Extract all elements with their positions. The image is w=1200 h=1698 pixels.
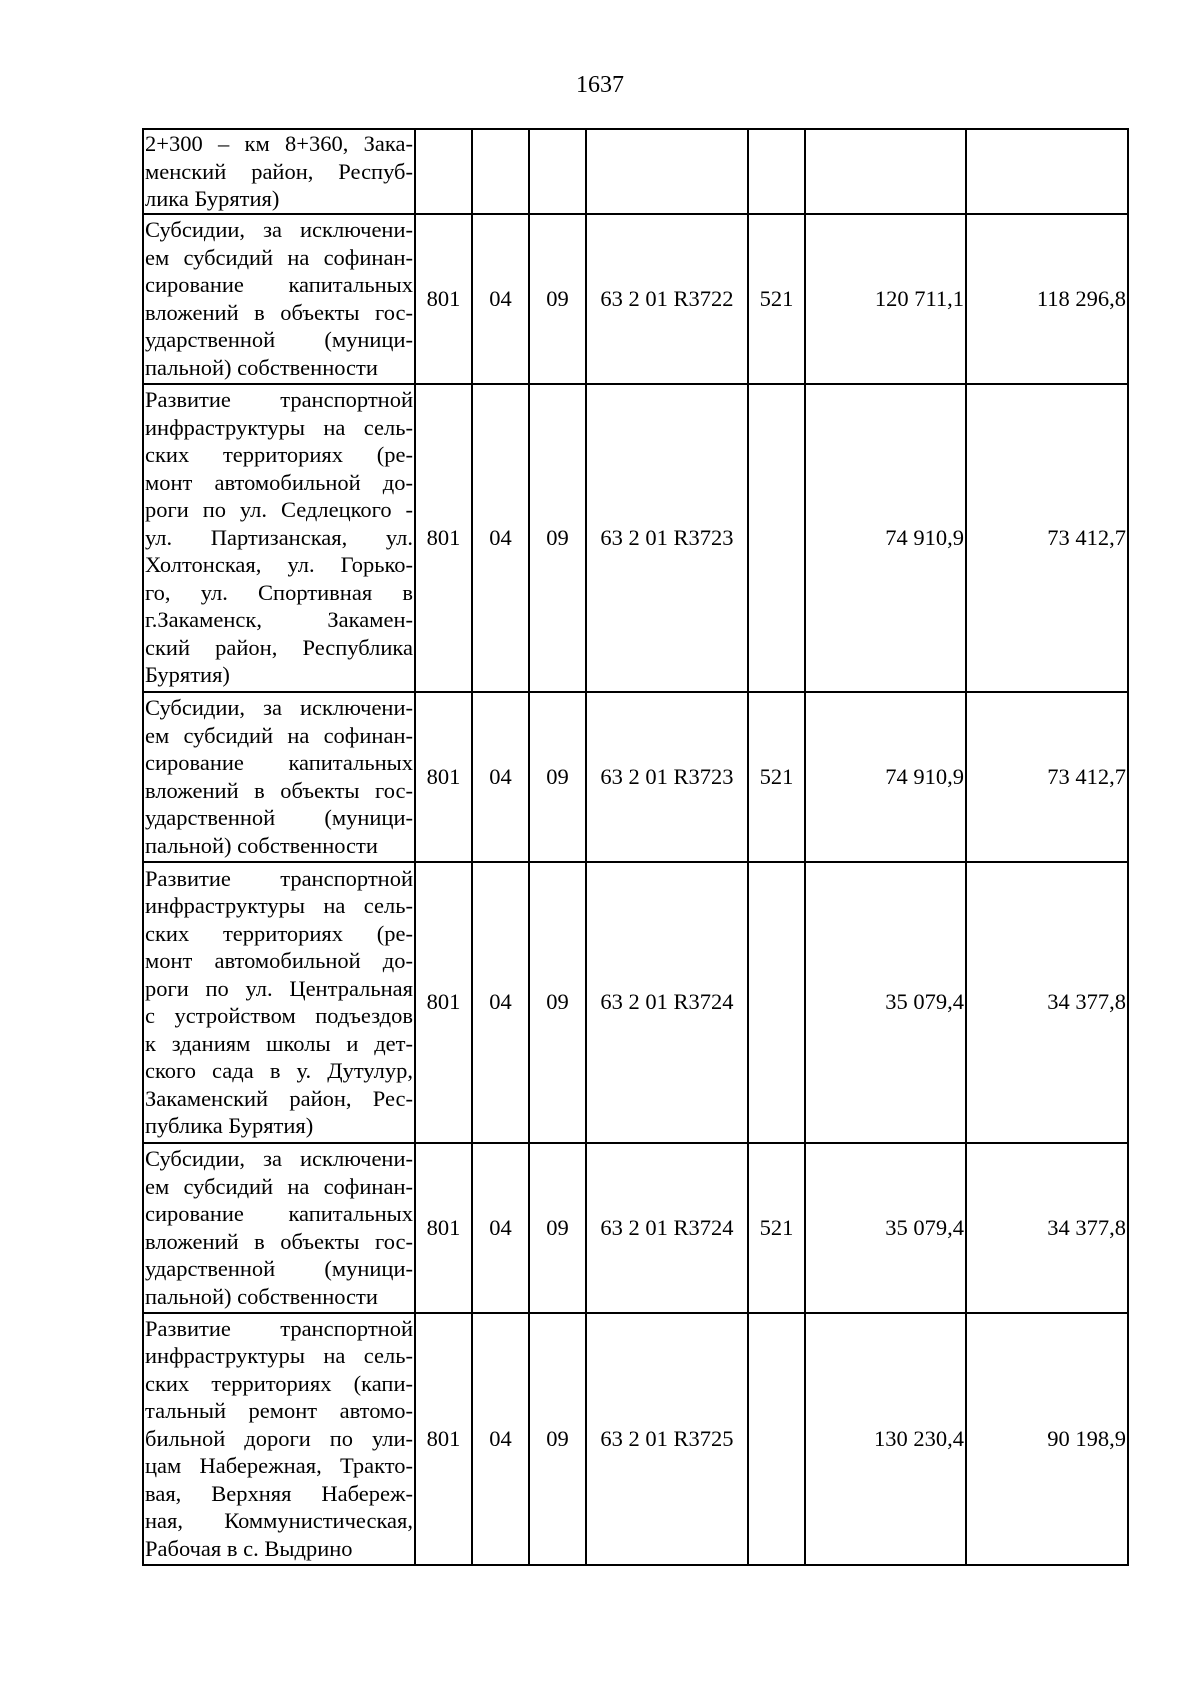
description-line: сирование капитальных (145, 750, 413, 775)
description-line: ул. Партизанская, ул. (145, 524, 413, 550)
description-line: пальной) собственности (145, 1283, 378, 1309)
cell-amount-2: 34 377,8 (966, 1143, 1128, 1313)
description-line: инфраструктуры на сель- (145, 1343, 413, 1369)
cell-admin-code: 801 (415, 692, 472, 862)
description-line: Холтонская, ул. Горько- (145, 552, 413, 578)
description-line: инфраструктуры на сель- (145, 893, 413, 918)
description-line: ударственной (муници- (145, 327, 413, 352)
table-row (143, 1313, 1128, 1565)
cell-subsection: 09 (529, 862, 586, 1143)
cell-amount-1: 120 711,1 (805, 214, 966, 384)
description-line: ских территориях (ре- (145, 920, 413, 946)
cell-admin-code: 801 (415, 214, 472, 384)
cell-subsection (529, 129, 586, 214)
cell-amount-1: 130 230,4 (805, 1313, 966, 1565)
description-line: цам Набережная, Тракто- (145, 1453, 413, 1479)
cell-admin-code: 801 (415, 384, 472, 692)
description-line: Развитие транспортной (145, 865, 413, 891)
cell-section: 04 (472, 1313, 529, 1565)
cell-section (472, 129, 529, 214)
cell-amount-1: 35 079,4 (805, 1143, 966, 1313)
description-line: ударственной (муници- (145, 1256, 413, 1281)
table-row (143, 1143, 1128, 1313)
description-line: публика Бурятия) (145, 1113, 314, 1138)
description-line: сирование капитальных (145, 272, 413, 297)
table-row (143, 129, 1128, 214)
cell-admin-code (415, 129, 472, 214)
description-line: г.Закаменск, Закамен- (145, 607, 413, 633)
description-line: пальной) собственности (145, 832, 378, 858)
table-row (143, 384, 1128, 692)
cell-admin-code: 801 (415, 1313, 472, 1565)
description-line: Рабочая в с. Выдрино (145, 1535, 353, 1561)
cell-expense-type (748, 862, 805, 1143)
page-number: 1637 (576, 72, 624, 98)
cell-expense-type (748, 129, 805, 214)
table-row (143, 214, 1128, 384)
description-line: ная, Коммунистическая, (145, 1508, 413, 1534)
cell-target-article: 63 2 01 R3722 (586, 214, 748, 384)
description-line: 2+300 – км 8+360, Зака- (145, 131, 413, 156)
description-line: ского сада в у. Дутулур, (145, 1058, 413, 1083)
cell-admin-code: 801 (415, 862, 472, 1143)
budget-table (142, 128, 1129, 1566)
cell-expense-type (748, 384, 805, 692)
description-line: тальный ремонт автомо- (145, 1398, 413, 1424)
description-line: Субсидии, за исключени- (145, 1146, 413, 1171)
cell-amount-2: 73 412,7 (966, 384, 1128, 692)
cell-description (143, 862, 415, 1143)
description-line: Развитие транспортной (145, 387, 413, 413)
cell-description (143, 129, 415, 214)
cell-amount-2 (966, 129, 1128, 214)
description-line: лика Бурятия) (145, 186, 280, 211)
cell-subsection: 09 (529, 692, 586, 862)
description-line: ем субсидий на софинан- (145, 1173, 413, 1199)
description-line: ем субсидий на софинан- (145, 244, 413, 270)
table-row (143, 862, 1128, 1143)
cell-description (143, 1143, 415, 1313)
cell-expense-type: 521 (748, 692, 805, 862)
description-line: ем субсидий на софинан- (145, 722, 413, 748)
cell-target-article: 63 2 01 R3724 (586, 862, 748, 1143)
description-line: роги по ул. Центральная (145, 975, 413, 1001)
cell-section: 04 (472, 862, 529, 1143)
description-line: вложений в объекты гос- (145, 777, 413, 803)
cell-amount-2: 73 412,7 (966, 692, 1128, 862)
cell-target-article: 63 2 01 R3723 (586, 384, 748, 692)
cell-target-article: 63 2 01 R3725 (586, 1313, 748, 1565)
cell-subsection: 09 (529, 384, 586, 692)
cell-amount-2: 34 377,8 (966, 862, 1128, 1143)
cell-subsection: 09 (529, 1143, 586, 1313)
description-line: менский район, Респуб- (145, 158, 413, 184)
description-line: сирование капитальных (145, 1201, 413, 1226)
description-line: ский район, Республика (145, 634, 413, 660)
description-line: Развитие транспортной (145, 1315, 413, 1341)
cell-section: 04 (472, 214, 529, 384)
cell-description (143, 214, 415, 384)
description-line: ских территориях (ре- (145, 442, 413, 468)
cell-amount-1: 35 079,4 (805, 862, 966, 1143)
cell-section: 04 (472, 1143, 529, 1313)
cell-description (143, 384, 415, 692)
description-line: Субсидии, за исключени- (145, 695, 413, 720)
cell-target-article: 63 2 01 R3723 (586, 692, 748, 862)
budget-table-body (143, 129, 1128, 1565)
description-line: инфраструктуры на сель- (145, 414, 413, 440)
description-line: монт автомобильной до- (145, 948, 413, 973)
cell-amount-1: 74 910,9 (805, 384, 966, 692)
cell-amount-2: 90 198,9 (966, 1313, 1128, 1565)
description-line: Бурятия) (145, 662, 230, 688)
table-row (143, 692, 1128, 862)
description-line: вая, Верхняя Набереж- (145, 1480, 413, 1506)
description-line: к зданиям школы и дет- (145, 1030, 413, 1056)
cell-expense-type (748, 1313, 805, 1565)
description-line: с устройством подъездов (145, 1003, 413, 1028)
cell-subsection: 09 (529, 214, 586, 384)
cell-amount-2: 118 296,8 (966, 214, 1128, 384)
description-line: го, ул. Спортивная в (145, 579, 413, 605)
cell-section: 04 (472, 692, 529, 862)
description-line: Субсидии, за исключени- (145, 217, 413, 242)
description-line: ударственной (муници- (145, 805, 413, 830)
description-line: вложений в объекты гос- (145, 1228, 413, 1254)
cell-description (143, 1313, 415, 1565)
description-line: вложений в объекты гос- (145, 299, 413, 325)
cell-subsection: 09 (529, 1313, 586, 1565)
description-line: роги по ул. Седлецкого - (145, 497, 413, 523)
cell-section: 04 (472, 384, 529, 692)
description-line: монт автомобильной до- (145, 469, 413, 495)
description-line: пальной) собственности (145, 354, 378, 380)
cell-target-article: 63 2 01 R3724 (586, 1143, 748, 1313)
cell-amount-1: 74 910,9 (805, 692, 966, 862)
description-line: бильной дороги по ули- (145, 1425, 413, 1451)
cell-expense-type: 521 (748, 214, 805, 384)
description-line: ских территориях (капи- (145, 1370, 413, 1396)
cell-expense-type: 521 (748, 1143, 805, 1313)
cell-admin-code: 801 (415, 1143, 472, 1313)
cell-amount-1 (805, 129, 966, 214)
description-line: Закаменский район, Рес- (145, 1085, 413, 1111)
cell-description (143, 692, 415, 862)
cell-target-article (586, 129, 748, 214)
